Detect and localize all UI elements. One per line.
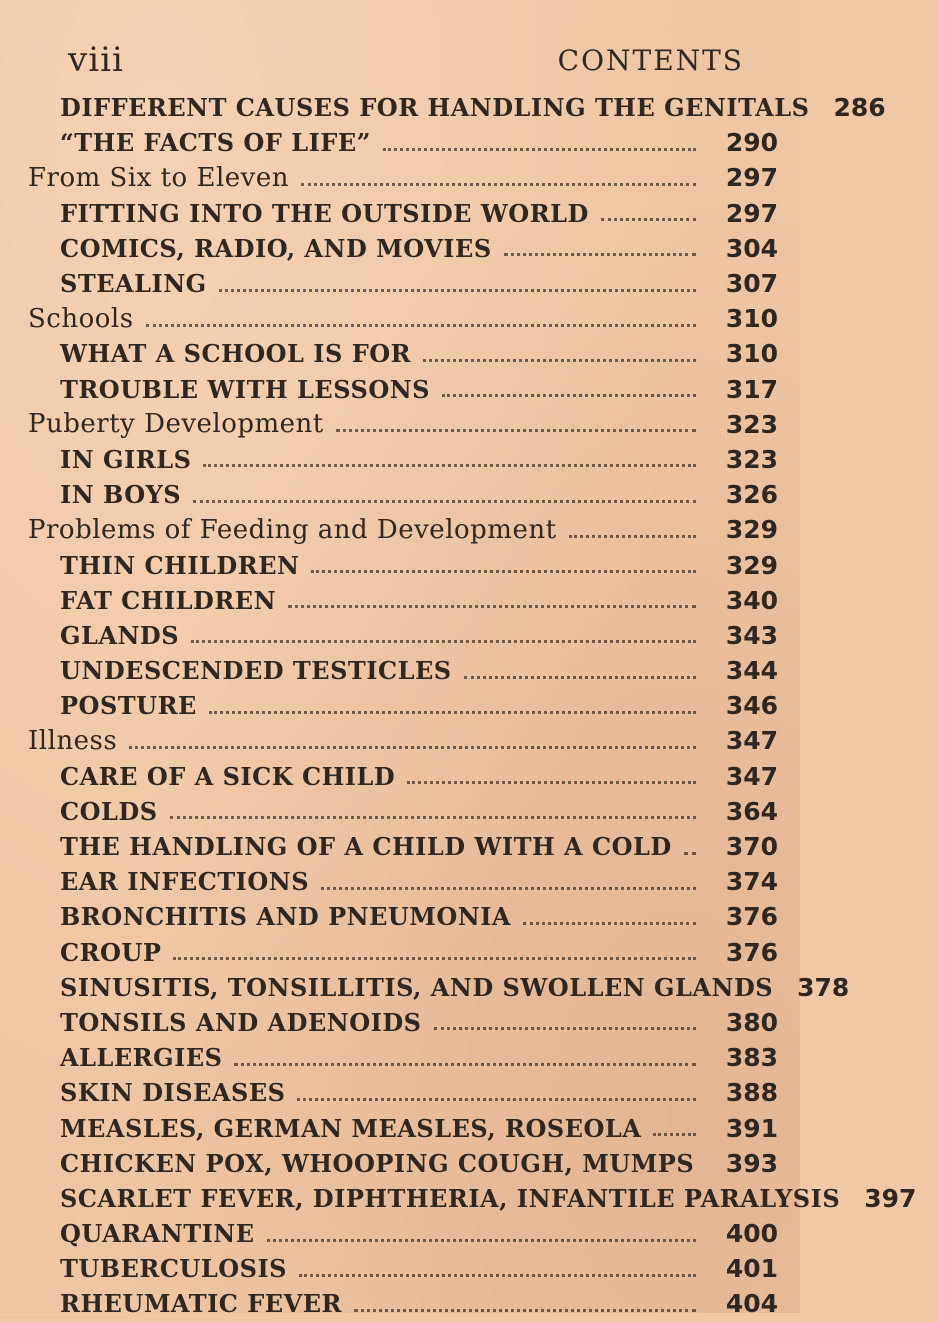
dot-leader: [129, 745, 696, 749]
dot-leader: [407, 780, 696, 784]
toc-entry: [0, 653, 800, 688]
dot-leader: [336, 428, 696, 432]
toc-entry-page: 317: [725, 374, 778, 404]
dot-leader: [569, 534, 696, 538]
toc-entry-page: 380: [725, 1007, 778, 1037]
toc-entry-page: 304: [725, 233, 778, 263]
toc-entry-page: 310: [725, 304, 778, 334]
toc-entry-title: WHAT A SCHOOL IS FOR: [60, 339, 412, 369]
toc-entry: [0, 1110, 800, 1145]
toc-entry-page: 393: [725, 1148, 778, 1178]
dot-leader: [219, 288, 696, 292]
dot-leader: [170, 815, 696, 819]
toc-entry: [0, 1040, 800, 1075]
dot-leader: [297, 1097, 696, 1101]
toc-entry-page: 378: [797, 972, 850, 1002]
dot-leader: [209, 710, 696, 714]
toc-entry: [0, 1146, 800, 1181]
running-title: CONTENTS: [557, 43, 744, 77]
dot-leader: [434, 1026, 697, 1030]
table-of-contents: [0, 90, 917, 1322]
page-header: [68, 40, 744, 80]
toc-entry: [0, 935, 800, 970]
toc-entry: [0, 160, 800, 195]
toc-entry: [0, 759, 800, 794]
toc-entry: [0, 125, 800, 160]
toc-entry-page: 347: [725, 761, 778, 791]
toc-entry-page: 374: [725, 867, 778, 897]
toc-entry-title: COMICS, RADIO, AND MOVIES: [60, 233, 492, 263]
dot-leader: [311, 569, 696, 573]
dot-leader: [288, 604, 696, 608]
toc-entry: [0, 407, 800, 442]
toc-entry-title: EAR INFECTIONS: [60, 867, 310, 897]
toc-entry-page: 404: [725, 1289, 778, 1319]
toc-entry: [0, 688, 800, 723]
toc-entry: [0, 583, 800, 618]
toc-entry-title: BRONCHITIS AND PNEUMONIA: [60, 902, 512, 932]
toc-entry-page: 370: [725, 832, 778, 862]
toc-entry-title: Schools: [28, 303, 134, 334]
dot-leader: [173, 956, 696, 960]
toc-entry-title: RHEUMATIC FEVER: [60, 1289, 342, 1319]
toc-entry-page: 376: [725, 937, 778, 967]
toc-entry-title: “THE FACTS OF LIFE”: [60, 128, 371, 158]
toc-entry-title: THIN CHILDREN: [60, 550, 300, 580]
toc-entry-page: 329: [725, 550, 778, 580]
dot-leader: [191, 639, 696, 643]
toc-entry: [0, 196, 800, 231]
toc-entry-page: 297: [725, 163, 778, 193]
toc-entry-page: 401: [725, 1254, 778, 1284]
dot-leader: [299, 1273, 696, 1277]
toc-entry-title: TUBERCULOSIS: [60, 1254, 288, 1284]
dot-leader: [203, 463, 696, 467]
dot-leader: [267, 1238, 696, 1242]
toc-entry-page: 290: [725, 128, 778, 158]
toc-entry: [0, 512, 800, 547]
toc-entry-title: FAT CHILDREN: [60, 585, 277, 615]
page-number: viii: [68, 40, 124, 80]
toc-entry-title: TONSILS AND ADENOIDS: [60, 1007, 422, 1037]
toc-entry-page: 323: [725, 409, 778, 439]
toc-entry-page: 391: [725, 1113, 778, 1143]
toc-entry-page: 323: [725, 444, 778, 474]
toc-entry: [0, 970, 850, 1005]
toc-entry-page: 344: [725, 656, 778, 686]
toc-entry-title: Illness: [28, 725, 118, 756]
toc-entry-title: IN GIRLS: [60, 444, 192, 474]
toc-entry-title: MEASLES, GERMAN MEASLES, ROSEOLA: [60, 1113, 642, 1143]
toc-entry: [0, 1005, 800, 1040]
dot-leader: [442, 393, 696, 397]
toc-entry-title: SKIN DISEASES: [60, 1078, 286, 1108]
toc-entry-title: From Six to Eleven: [28, 162, 289, 193]
toc-entry-title: QUARANTINE: [60, 1219, 255, 1249]
dot-leader: [653, 1132, 696, 1136]
toc-entry: [0, 899, 800, 934]
toc-entry-title: ALLERGIES: [60, 1043, 223, 1073]
toc-entry-page: 340: [725, 585, 778, 615]
dot-leader: [234, 1062, 696, 1066]
dot-leader: [193, 499, 696, 503]
dot-leader: [321, 886, 696, 890]
dot-leader: [301, 182, 696, 186]
toc-entry: [0, 90, 886, 125]
toc-entry-page: 297: [725, 198, 778, 228]
toc-entry-title: SCARLET FEVER, DIPHTHERIA, INFANTILE PARALYSIS: [60, 1183, 841, 1213]
toc-entry-page: 388: [725, 1078, 778, 1108]
toc-entry-title: Problems of Feeding and Development: [28, 514, 557, 545]
toc-entry: [0, 372, 800, 407]
toc-entry: [0, 1286, 800, 1321]
toc-entry-page: 307: [725, 269, 778, 299]
toc-entry: [0, 864, 800, 899]
toc-entry-title: UNDESCENDED TESTICLES: [60, 656, 452, 686]
toc-entry: [0, 829, 800, 864]
toc-entry-title: DIFFERENT CAUSES FOR HANDLING THE GENITALS: [60, 93, 810, 123]
dot-leader: [423, 358, 696, 362]
toc-entry: [0, 618, 800, 653]
toc-entry-page: 286: [833, 93, 886, 123]
toc-entry-page: 397: [864, 1183, 917, 1213]
toc-entry: [0, 1216, 800, 1251]
toc-entry-title: POSTURE: [60, 691, 197, 721]
toc-entry-title: CROUP: [60, 937, 162, 967]
toc-entry-page: 347: [725, 726, 778, 756]
toc-entry-page: 343: [725, 620, 778, 650]
toc-entry-title: GLANDS: [60, 620, 180, 650]
toc-entry-page: 400: [725, 1219, 778, 1249]
toc-entry-title: Puberty Development: [28, 409, 324, 440]
toc-entry-page: 310: [725, 339, 778, 369]
dot-leader: [383, 147, 696, 151]
dot-leader: [504, 252, 696, 256]
toc-entry-title: THE HANDLING OF A CHILD WITH A COLD: [60, 832, 672, 862]
dot-leader: [464, 675, 696, 679]
dot-leader: [684, 851, 696, 855]
toc-entry: [0, 1181, 917, 1216]
toc-entry-title: FITTING INTO THE OUTSIDE WORLD: [60, 198, 589, 228]
toc-entry: [0, 266, 800, 301]
toc-entry: [0, 547, 800, 582]
toc-entry: [0, 336, 800, 371]
toc-entry-page: 346: [725, 691, 778, 721]
toc-entry-page: 326: [725, 480, 778, 510]
dot-leader: [523, 921, 696, 925]
toc-entry-title: CARE OF A SICK CHILD: [60, 761, 396, 791]
toc-entry: [0, 1075, 800, 1110]
toc-entry: [0, 477, 800, 512]
toc-entry-page: 329: [725, 515, 778, 545]
toc-entry-title: COLDS: [60, 796, 158, 826]
toc-entry-page: 383: [725, 1043, 778, 1073]
toc-entry-title: SINUSITIS, TONSILLITIS, AND SWOLLEN GLANDS: [60, 972, 774, 1002]
dot-leader: [354, 1308, 696, 1312]
dot-leader: [601, 217, 696, 221]
toc-entry-page: 376: [725, 902, 778, 932]
toc-entry: [0, 794, 800, 829]
toc-entry: [0, 301, 800, 336]
toc-entry: [0, 231, 800, 266]
toc-entry-title: TROUBLE WITH LESSONS: [60, 374, 430, 404]
toc-entry-title: CHICKEN POX, WHOOPING COUGH, MUMPS: [60, 1148, 695, 1178]
toc-entry: [0, 1251, 800, 1286]
toc-entry: [0, 442, 800, 477]
toc-entry: [0, 723, 800, 758]
toc-entry-title: IN BOYS: [60, 480, 182, 510]
dot-leader: [146, 323, 696, 327]
toc-entry-page: 364: [725, 796, 778, 826]
toc-entry-title: STEALING: [60, 269, 207, 299]
